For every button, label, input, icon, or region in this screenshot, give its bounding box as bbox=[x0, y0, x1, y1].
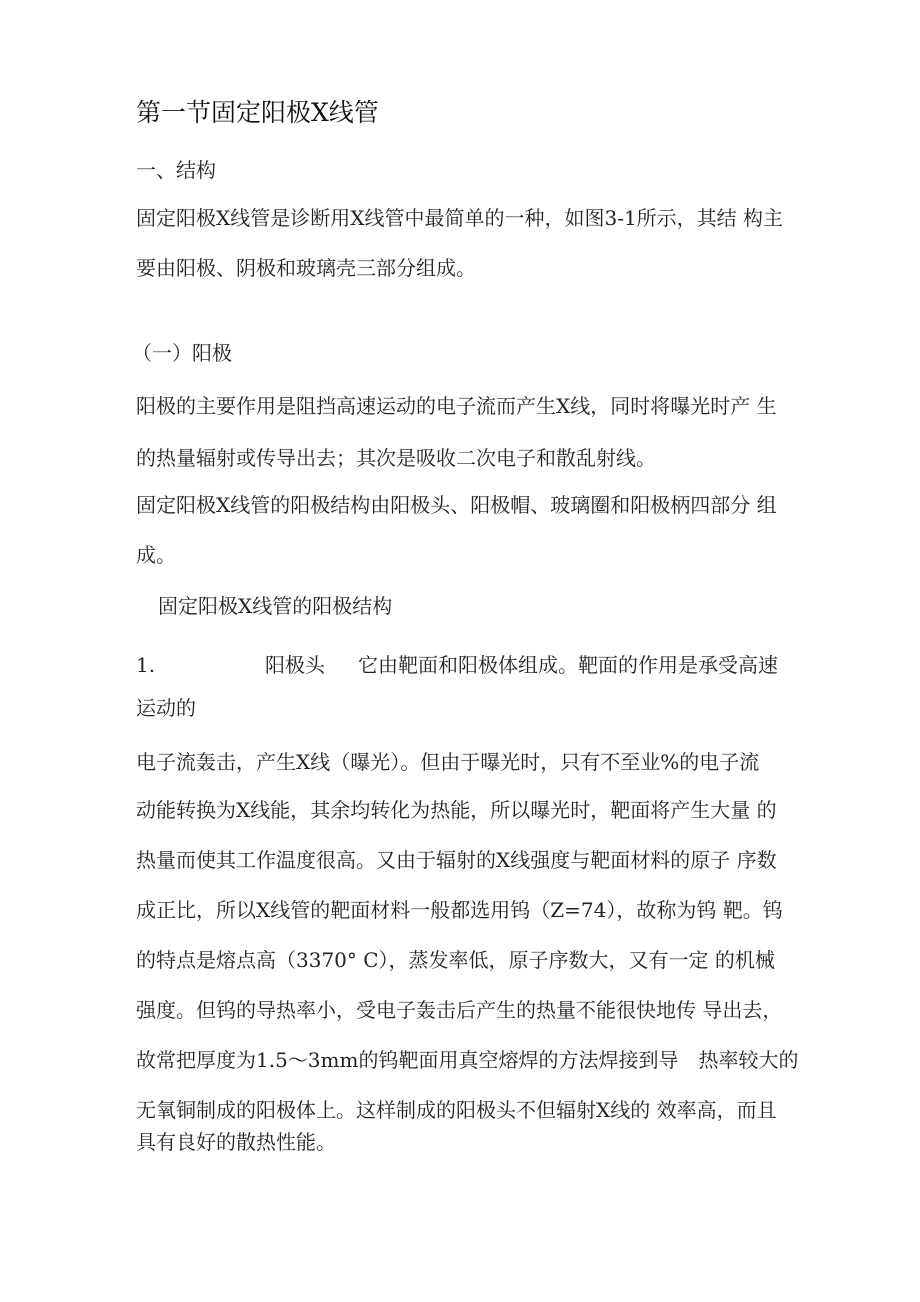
item-number: 1. bbox=[136, 653, 156, 677]
section-heading: 一、结构 bbox=[136, 158, 216, 182]
paragraph-line: 固定阳极X线管是诊断用X线管中最简单的一种，如图3-1所示，其结 构主 bbox=[136, 206, 784, 230]
paragraph-line: 要由阳极、阴极和玻璃壳三部分组成。 bbox=[136, 256, 476, 280]
page-title: 第一节固定阳极X线管 bbox=[136, 98, 379, 127]
subsection-heading: （一）阳极 bbox=[132, 341, 232, 365]
paragraph-line: 动能转换为X线能，其余均转化为热能，所以曝光时，靶面将产生大量 的 bbox=[136, 798, 777, 822]
paragraph-line: 它由靶面和阳极体组成。靶面的作用是承受高速 bbox=[358, 653, 778, 677]
paragraph-line: 阳极的主要作用是阻挡高速运动的电子流而产生X线，同时将曝光时产 生 bbox=[136, 394, 777, 418]
paragraph-line: 具有良好的散热性能。 bbox=[136, 1130, 336, 1154]
paragraph-line: 固定阳极X线管的阳极结构由阳极头、阳极帽、玻璃圈和阳极柄四部分 组 bbox=[136, 493, 777, 517]
figure-caption: 固定阳极X线管的阳极结构 bbox=[158, 594, 393, 618]
paragraph-line: 故常把厚度为1.5〜3mm的钨靶面用真空熔焊的方法焊接到导 热率较大的 bbox=[136, 1048, 799, 1072]
paragraph-line: 强度。但钨的导热率小，受电子轰击后产生的热量不能很快地传 导出去， bbox=[136, 998, 783, 1022]
paragraph-line: 成。 bbox=[136, 543, 176, 567]
paragraph-line: 的特点是熔点高（3370° C），蒸发率低，原子序数大，又有一定 的机械 bbox=[136, 948, 775, 972]
paragraph-line: 热量而使其工作温度很高。又由于辐射的X线强度与靶面材料的原子 序数 bbox=[136, 848, 777, 872]
paragraph-line: 成正比，所以X线管的靶面材料一般都选用钨（Z=74），故称为钨 靶。钨 bbox=[136, 898, 783, 922]
paragraph-line: 无氧铜制成的阳极体上。这样制成的阳极头不但辐射X线的 效率高，而且 bbox=[136, 1098, 777, 1122]
paragraph-line: 电子流轰击，产生X线（曝光）。但由于曝光时，只有不至业%的电子流 bbox=[136, 750, 760, 774]
item-heading: 阳极头 bbox=[265, 653, 325, 677]
paragraph-line: 运动的 bbox=[136, 696, 196, 720]
paragraph-line: 的热量辐射或传导出去；其次是吸收二次电子和散乱射线。 bbox=[136, 446, 656, 470]
